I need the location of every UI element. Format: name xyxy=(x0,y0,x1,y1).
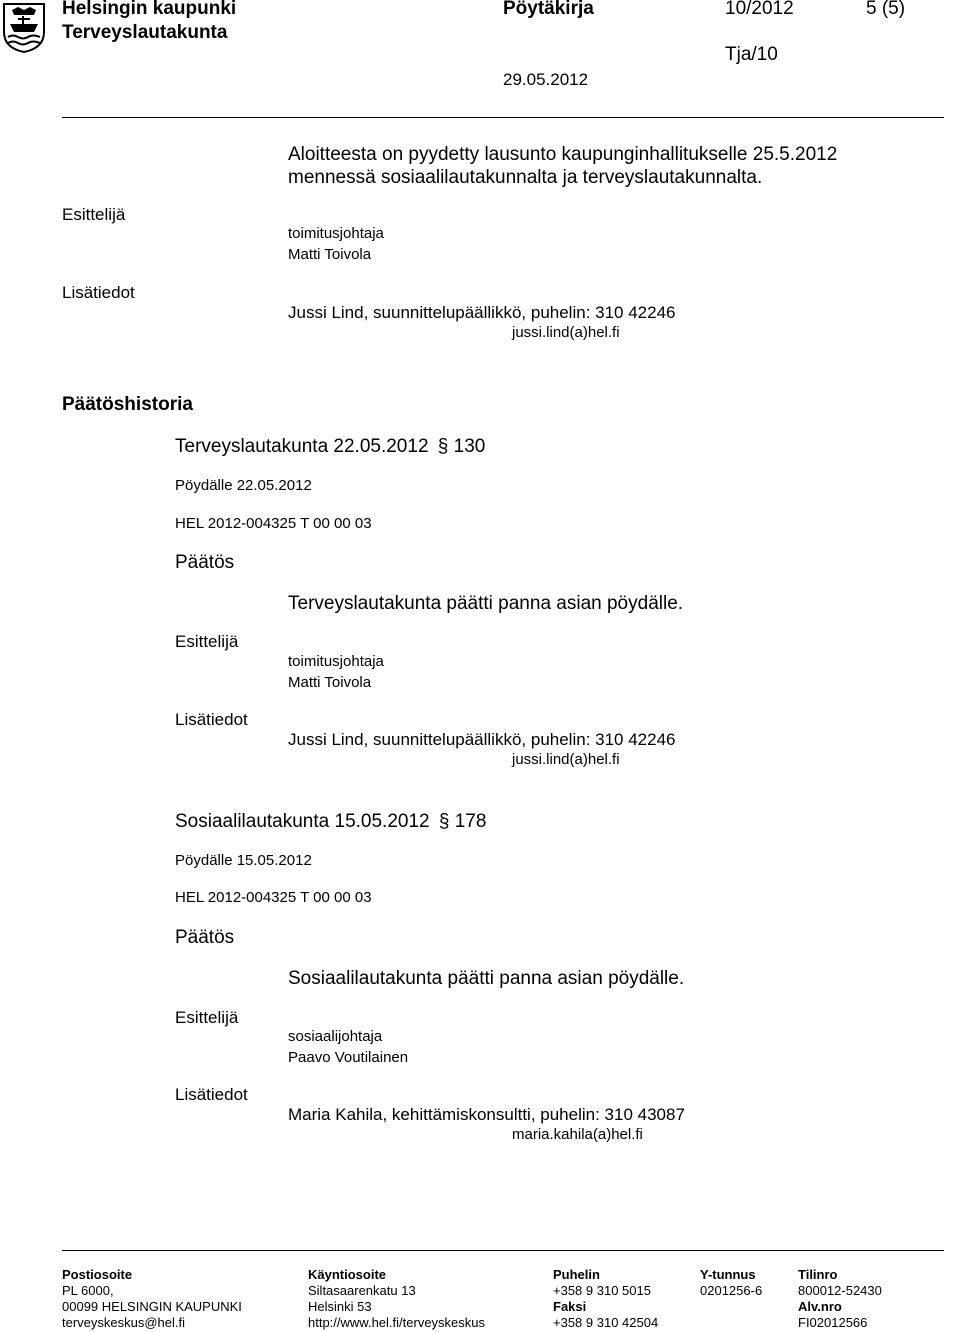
board-name: Terveyslautakunta xyxy=(62,22,228,43)
header-rule xyxy=(62,117,944,118)
reg-number-1: HEL 2012-004325 T 00 00 03 xyxy=(175,515,372,532)
presenter-name-1: Matti Toivola xyxy=(288,674,372,691)
decision-text-2: Sosiaalilautakunta päätti panna asian pöydälle. xyxy=(288,968,685,989)
org-name: Helsingin kaupunki xyxy=(62,0,237,19)
info-label-1: Lisätiedot xyxy=(175,710,248,729)
info-label: Lisätiedot xyxy=(62,283,135,302)
decision-text-1: Terveyslautakunta päätti panna asian pöydälle. xyxy=(288,593,684,614)
history-section-2: § 178 xyxy=(438,811,487,832)
footer-tilinro: 800012-52430 xyxy=(798,1283,882,1298)
footer-fax: +358 9 310 42504 xyxy=(553,1315,659,1330)
footer-phone-heading: Puhelin xyxy=(553,1267,600,1282)
history-heading-1 xyxy=(175,436,485,458)
history-section-1: § 130 xyxy=(437,436,486,457)
history-heading-1-text: Terveyslautakunta 22.05.2012 xyxy=(175,436,429,457)
reference: Tja/10 xyxy=(725,44,778,65)
info-contact: Jussi Lind, suunnittelupäällikkö, puhelin: 310 42246 xyxy=(288,303,676,322)
info-email-2: maria.kahila(a)hel.fi xyxy=(512,1126,643,1143)
presenter-label-2: Esittelijä xyxy=(175,1008,239,1027)
presenter-label-1: Esittelijä xyxy=(175,632,239,651)
presenter-title-2: sosiaalijohtaja xyxy=(288,1028,383,1045)
presenter-title: toimitusjohtaja xyxy=(288,225,384,242)
reg-number-2: HEL 2012-004325 T 00 00 03 xyxy=(175,889,372,906)
footer-postal-2: 00099 HELSINGIN KAUPUNKI xyxy=(62,1299,242,1314)
footer-phone: +358 9 310 5015 xyxy=(553,1283,651,1298)
intro-line-2: mennessä sosiaalilautakunnalta ja terveyslautakunnalta. xyxy=(288,167,763,188)
presenter-name-2: Paavo Voutilainen xyxy=(288,1049,409,1066)
footer-email: terveyskeskus@hel.fi xyxy=(62,1315,186,1330)
footer-alv-heading: Alv.nro xyxy=(798,1299,842,1314)
doc-type: Pöytäkirja xyxy=(503,0,594,19)
info-label-2: Lisätiedot xyxy=(175,1085,248,1104)
footer-ytunnus-heading: Y-tunnus xyxy=(700,1267,756,1282)
footer-visit-2: Helsinki 53 xyxy=(308,1299,372,1314)
presenter-label: Esittelijä xyxy=(62,205,126,224)
table-note-1: Pöydälle 22.05.2012 xyxy=(175,477,312,494)
footer-postal-heading: Postiosoite xyxy=(62,1267,133,1282)
info-contact-2: Maria Kahila, kehittämiskonsultti, puhelin: 310 43087 xyxy=(288,1105,685,1124)
presenter-name: Matti Toivola xyxy=(288,246,372,263)
history-heading-2-text: Sosiaalilautakunta 15.05.2012 xyxy=(175,811,430,832)
info-email-1: jussi.lind(a)hel.fi xyxy=(512,751,620,768)
decision-label-2: Päätös xyxy=(175,927,235,948)
footer-fax-heading: Faksi xyxy=(553,1299,587,1314)
intro-line-1: Aloitteesta on pyydetty lausunto kaupunginhallitukselle 25.5.2012 xyxy=(288,144,838,165)
footer-tilinro-heading: Tilinro xyxy=(798,1267,838,1282)
doc-number: 10/2012 xyxy=(725,0,794,19)
footer-website-link[interactable]: http://www.hel.fi/terveyskeskus xyxy=(308,1315,486,1330)
footer-ytunnus: 0201256-6 xyxy=(700,1283,763,1298)
footer-rule xyxy=(62,1250,944,1251)
footer-visit-1: Siltasaarenkatu 13 xyxy=(308,1283,416,1298)
meeting-date: 29.05.2012 xyxy=(503,70,589,89)
decision-label-1: Päätös xyxy=(175,552,235,573)
helsinki-crest-logo xyxy=(2,2,46,54)
history-heading-2 xyxy=(175,811,486,833)
footer-visit-heading: Käyntiosoite xyxy=(308,1267,387,1282)
page-number: 5 (5) xyxy=(866,0,906,19)
history-title: Päätöshistoria xyxy=(62,394,193,415)
info-email: jussi.lind(a)hel.fi xyxy=(512,324,620,341)
presenter-title-1: toimitusjohtaja xyxy=(288,653,384,670)
table-note-2: Pöydälle 15.05.2012 xyxy=(175,852,312,869)
info-contact-1: Jussi Lind, suunnittelupäällikkö, puhelin: 310 42246 xyxy=(288,730,676,749)
footer-alv: FI02012566 xyxy=(798,1315,868,1330)
footer-postal-1: PL 6000, xyxy=(62,1283,114,1298)
